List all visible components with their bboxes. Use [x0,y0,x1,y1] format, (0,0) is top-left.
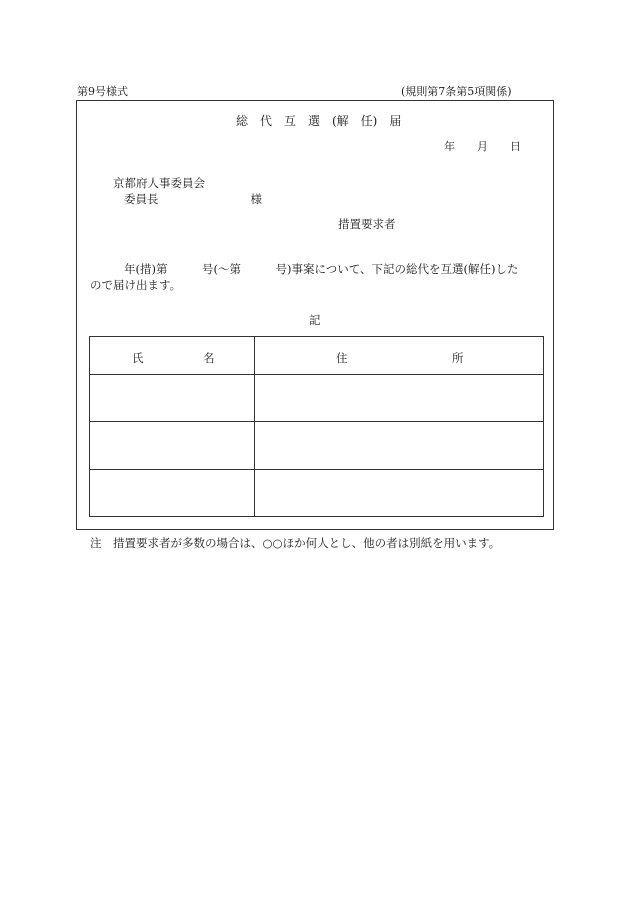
addressee-organization: 京都府人事委員会 [113,176,205,190]
body-text-line-2: ので届け出ます。 [90,278,182,292]
form-number: 第9号様式 [77,85,128,98]
name-header-char-1: 氏 [132,351,144,365]
name-cell [90,422,255,469]
name-column-header [90,337,255,375]
date-line: 年 月 日 [444,140,521,153]
member-table [89,336,544,517]
table-header-row [90,337,544,375]
table-row [90,375,544,422]
rule-reference: (規則第7条第5項関係) [401,85,512,98]
addressee-title: 委員長 様 [124,192,262,206]
address-header-char-1: 住 [336,351,348,365]
table-row [90,469,544,516]
table-row [90,422,544,469]
address-cell [255,469,544,516]
address-cell [255,375,544,422]
name-cell [90,375,255,422]
name-header-char-2: 名 [203,351,215,365]
form-title: 総 代 互 選 (解 任) 届 [236,114,402,128]
footnote: 注 措置要求者が多数の場合は、○○ほか何人とし、他の者は別紙を用います。 [90,536,501,550]
body-text-line-1: 年(措)第 号(～第 号)事案について、下記の総代を互選(解任)した [124,262,519,276]
address-header-char-2: 所 [452,351,464,365]
name-cell [90,469,255,516]
requester-label: 措置要求者 [338,217,396,231]
address-cell [255,422,544,469]
ki-label: 記 [309,313,321,327]
address-column-header [255,337,544,375]
